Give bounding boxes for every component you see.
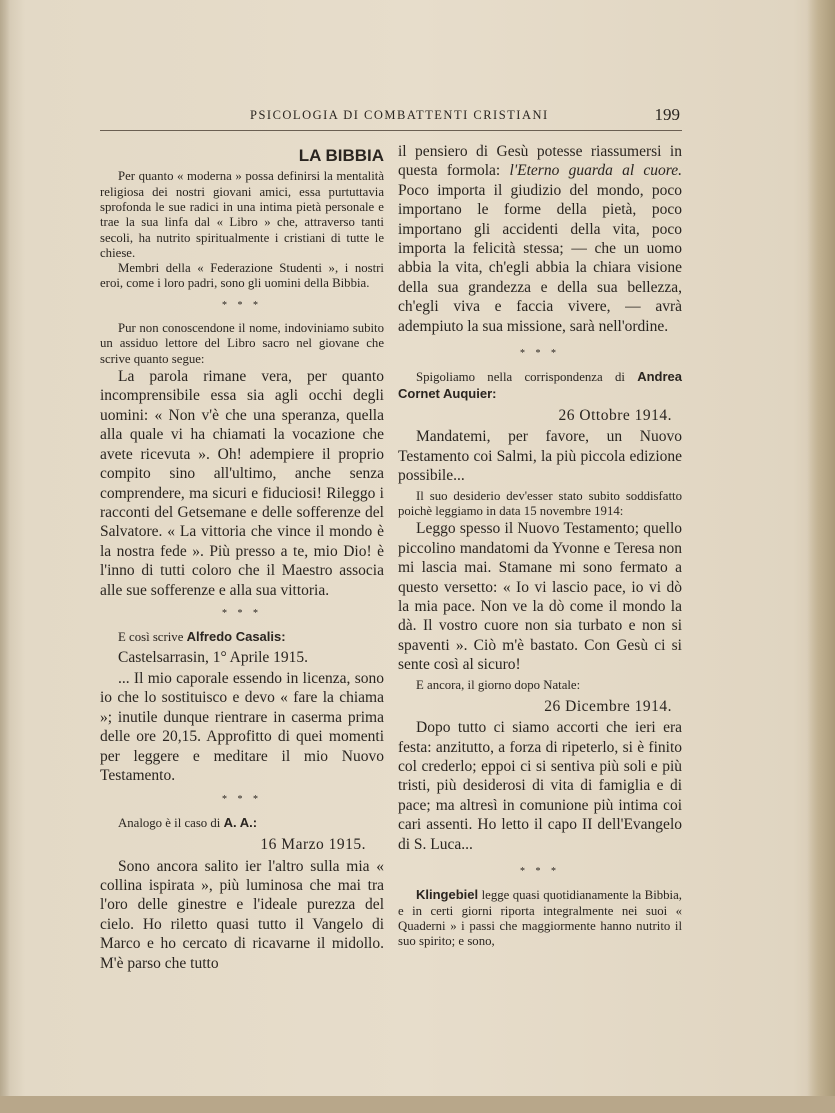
paragraph-cornet-christmas: E ancora, il giorno dopo Natale:	[416, 677, 581, 692]
aa-intro-text: Analogo è il caso di	[118, 815, 221, 830]
cornet-date-1: 26 Ottobre 1914.	[558, 407, 672, 425]
cornet-intro-text: Spigoliamo nella corrispondenza di	[416, 370, 625, 385]
page-bottom-edge	[0, 1096, 835, 1113]
cornet-date-2: 26 Dicembre 1914.	[544, 697, 672, 715]
casalis-intro-text: E così scrive	[118, 630, 184, 645]
separator-stars: * * *	[520, 866, 560, 878]
separator-stars: * * *	[222, 299, 262, 311]
separator-stars: * * *	[222, 607, 262, 619]
running-title: PSICOLOGIA DI COMBATTENTI CRISTIANI	[250, 108, 549, 122]
paragraph-members: Membri della « Federazione Studenti », i nostri eroi, come i loro padri, sono gli uomini della Bibbia.	[100, 261, 384, 291]
paragraph-cornet-note: Il suo desiderio dev'esser stato subito soddisfatto poichè leggiamo in data 15 novembre 1914:	[398, 488, 682, 518]
section-title: LA BIBBIA	[298, 146, 384, 165]
quote-aa: Sono ancora salito ier l'altro sulla mia « collina ispirata », più luminosa che mai tra l'oro delle ginestre e l'ideale purezza del cielo. Ho riletto quasi tutto il Vangelo di Marco e ho cercato di ricavarne il midollo. M'è parso che tutto	[100, 857, 384, 972]
klingebiel-text: legge quasi quotidianamente la Bibbia, e in certi giorni riporta integralmente nei suoi « Quaderni » i passi che maggiormente hanno nutrito il suo spirito; e sono,	[398, 888, 682, 949]
aa-date: 16 Marzo 1915.	[260, 836, 366, 854]
quote-aa-continued-a: il pensiero di Gesù potesse riassumersi in questa formola:	[398, 143, 682, 180]
quote-cornet-3: Dopo tutto ci siamo accorti che ieri era festa: anzitutto, a forza di ripeterlo, si è finito col crederlo; eppoi ci si sentiva più soli e più tristi, più desiderosi di vita di famiglia e di pace; ma altresì in comunione più intima coi cari assenti. Ho letto il capo II dell'Evangelo di S. Luca...	[398, 719, 682, 853]
aa-name: A. A.:	[223, 814, 258, 830]
page-edge-shadow	[807, 0, 835, 1113]
casalis-date: Castelsarrasin, 1° Aprile 1915.	[118, 648, 309, 666]
cornet-name: Andrea Cornet Auquier:	[398, 369, 682, 401]
page-gutter-shadow	[0, 0, 10, 1113]
cornet-intro	[398, 369, 682, 402]
paragraph-klingebiel	[398, 887, 682, 949]
aa-intro	[100, 815, 384, 831]
casalis-name: Alfredo Casalis:	[186, 629, 286, 645]
page-number: 199	[654, 105, 680, 124]
separator-stars: * * *	[520, 348, 560, 360]
page-header	[100, 104, 682, 131]
quote-cornet-2: Leggo spesso il Nuovo Testamento; quello piccolino mandatomi da Yvonne e Teresa non mi lascia mai. Stamane mi sono fermato a questo versetto: « Io vi lascio pace, io vi dò la mia pace. Non ve la dò come il mondo la dà. Il vostro cuore non sia turbato e non si spaventi ». Ciò m'è bastato. Con Gesù ci si sente così al sicuro!	[398, 520, 682, 674]
paragraph-intro: Per quanto « moderna » possa definirsi la mentalità religiosa dei nostri giovani amici, essa purtuttavia sprofonda le sue radici in una intima pietà personale e trae la sua linfa dal « Libro » che, attraverso tanti secoli, ha nutrito spiritualmente i cristiani di tutte le chiese.	[100, 169, 384, 260]
left-column	[100, 142, 384, 973]
quote-casalis: ... Il mio caporale essendo in licenza, sono io che lo sostituisco e devo « fare la chiama »; inutile dunque rientrare in caserma prima delle ore 20,15. Approfitto di quei momenti per leggere e meditare il mio Nuovo Testamento.	[100, 670, 384, 785]
quote-letter: La parola rimane vera, per quanto incomprensibile essa sia agli occhi degli uomini: « Non v'è che una speranza, quella alla quale vi ha chiamati la vocazione che avete ricevuta ». Oh! adempiere il proprio compito sino all'ultimo, anche senza comprendere, ma sicuri e fiduciosi! Rileggo i racconti del Getsemane e delle sofferenze del Salvatore. « La vittoria che vince il mondo è la nostra fede ». Più presso a te, mio Dio! è l'inno di tutti coloro che il Maestro associa alle sue sofferenze e alla sua vittoria.	[100, 368, 384, 599]
casalis-intro	[100, 629, 384, 645]
quote-aa-continued	[398, 142, 682, 336]
klingebiel-name: Klingebiel	[416, 887, 479, 903]
quote-cornet-1: Mandatemi, per favore, un Nuovo Testamento coi Salmi, la più piccola edizione possibile...	[398, 428, 682, 485]
right-column	[398, 142, 682, 950]
separator-stars: * * *	[222, 793, 262, 805]
quote-aa-italic: l'Eterno guarda al cuore.	[509, 162, 682, 180]
quote-aa-continued-b: Poco importa il giudizio del mondo, poco importano le forme della pietà, poco importano gli accidenti della vita, poco importa la felicità stessa; — che un uomo abbia la vita, ch'egli abbia la chiara visione della sua grandezza e della sua bellezza, ch'egli viva e faccia vivere, — avrà adempiuto la sua missione, sarà nell'ordine.	[398, 181, 682, 335]
paragraph-reader: Pur non conoscendone il nome, indoviniamo subito un assiduo lettore del Libro sacro nel giovane che scrive quanto segue:	[100, 321, 384, 366]
